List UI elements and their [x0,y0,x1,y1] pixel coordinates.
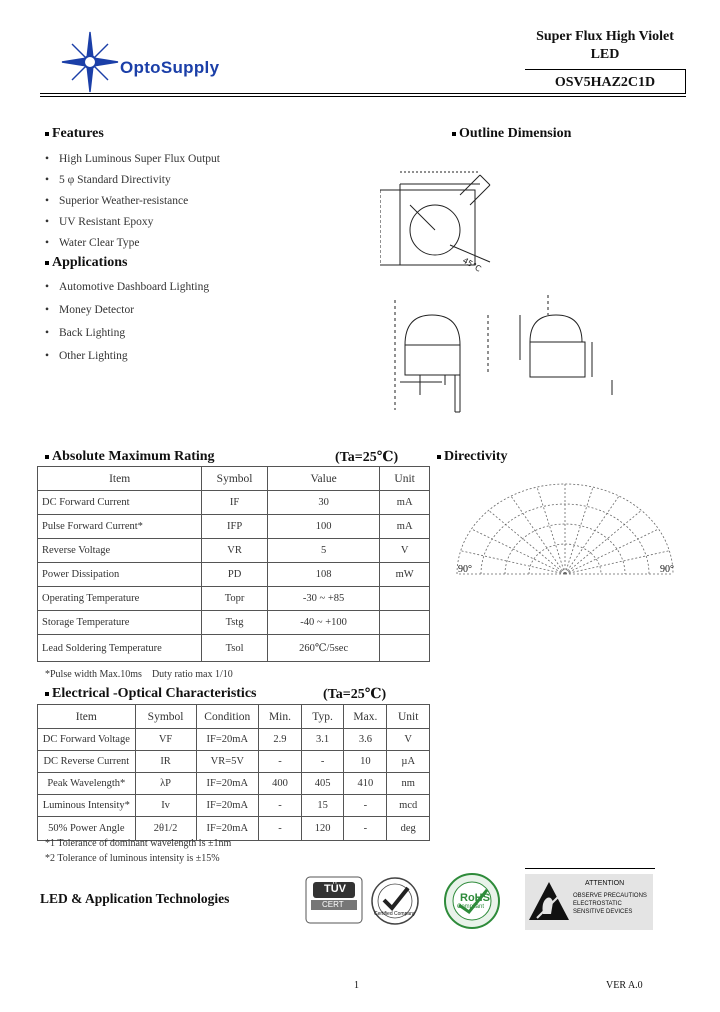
table-row [38,795,430,817]
electrical-table [37,704,430,841]
cell-value: -30 ~ +85 [267,587,379,611]
features-list [45,149,220,254]
tuv-label: TÜV [324,883,346,895]
polar-spoke [471,529,565,574]
cell-symbol: VR [202,539,268,563]
column-header: Unit [380,467,430,491]
cell-symbol: Topr [202,587,268,611]
abs-rating-note: *Pulse width Max.10ms Duty ratio max 1/10 [45,669,233,680]
header-rule-2 [40,96,686,97]
cell-item: Lead Soldering Temperature [38,635,202,662]
polar-ring [481,504,649,574]
cell-min: - [259,751,302,773]
applications-heading: Applications [45,255,127,271]
tuv-sub-label: CERT [322,900,344,909]
column-header: Value [267,467,379,491]
esd-attention-badge [525,874,653,930]
rohs-sub-label: Compliant [457,904,485,910]
list-item: • Other Lighting [45,345,209,368]
cell-unit [380,587,430,611]
table-row [38,751,430,773]
abs-rating-heading: Absolute Maximum Rating [45,449,215,465]
column-header: Unit [387,705,430,729]
electrical-note-2: *2 Tolerance of luminous intensity is ±15% [45,853,220,864]
polar-spoke [461,551,565,574]
list-item: • Superior Weather-resistance [45,191,220,212]
cell-condition: IF=20mA [196,795,259,817]
cell-item: DC Forward Voltage [38,729,136,751]
cell-typ: 120 [301,817,344,841]
directivity-label-left: 90° [458,564,472,575]
star-logo-icon [60,30,120,94]
quality-label: Certified Company [374,911,416,917]
esd-attention-title: ATTENTION [585,880,625,887]
cell-condition: IF=20mA [196,729,259,751]
rohs-badge [437,872,507,930]
cell-typ: - [301,751,344,773]
cell-typ: 405 [301,773,344,795]
tuv-cert-badge [305,876,363,924]
outline-drawing [380,150,650,430]
cell-min: 400 [259,773,302,795]
table-row [38,491,430,515]
column-header: Item [38,467,202,491]
title-underline [525,69,685,70]
cell-symbol: IFP [202,515,268,539]
esd-line-2: ELECTROSTATIC [573,901,622,907]
table-row [38,539,430,563]
footer-rule [525,868,655,869]
list-item: • High Luminous Super Flux Output [45,149,220,170]
cell-value: 100 [267,515,379,539]
cell-unit: µA [387,751,430,773]
esd-line-3: SENSITIVE DEVICES [573,909,633,915]
cell-item: Power Dissipation [38,563,202,587]
abs-rating-table [37,466,430,662]
cell-max: 10 [344,751,387,773]
electrical-condition: (Ta=25℃) [323,687,387,702]
cell-value: 260℃/5sec [267,635,379,662]
cell-max: - [344,795,387,817]
part-number: OSV5HAZ2C1D [554,75,656,90]
list-item: • Water Clear Type [45,233,220,254]
cell-unit: mA [380,491,430,515]
abs-rating-condition: (Ta=25℃) [335,450,399,465]
table-row [38,515,430,539]
cell-item: DC Forward Current [38,491,202,515]
directivity-heading: Directivity [437,449,508,465]
cell-condition: IF=20mA [196,773,259,795]
cell-unit: mA [380,515,430,539]
column-header: Condition [196,705,259,729]
list-item: • 5 φ Standard Directivity [45,170,220,191]
cell-condition: IF=20mA [196,817,259,841]
cell-typ: 15 [301,795,344,817]
cell-item: Reverse Voltage [38,539,202,563]
product-line-1: Super Flux High Violet [536,29,674,44]
cell-condition: VR=5V [196,751,259,773]
cell-symbol: 2θ1/2 [135,817,196,841]
table-row [38,729,430,751]
cell-symbol: Tstg [202,611,268,635]
cell-value: -40 ~ +100 [267,611,379,635]
cell-typ: 3.1 [301,729,344,751]
cell-symbol: λP [135,773,196,795]
electrical-note-1: *1 Tolerance of dominant wavelength is ±1nm [45,838,232,849]
cell-item: DC Reverse Current [38,751,136,773]
table-row [38,587,430,611]
table-header-row [38,467,430,491]
applications-list [45,276,209,368]
cell-max: 410 [344,773,387,795]
header-rule [40,93,686,94]
directivity-chart [450,482,680,582]
polar-spoke [565,529,659,574]
column-header: Symbol [135,705,196,729]
product-line-2: LED [590,47,620,62]
cell-unit [380,635,430,662]
quality-cert-badge [370,876,420,926]
column-header: Typ. [301,705,344,729]
cell-min: 2.9 [259,729,302,751]
cell-unit: V [380,539,430,563]
features-heading: Features [45,126,104,142]
company-name: OptoSupply [120,58,220,77]
page-number: 1 [354,980,359,991]
cell-item: 50% Power Angle [38,817,136,841]
rohs-label: RoHS [460,892,490,904]
electrical-heading: Electrical -Optical Characteristics [45,686,256,702]
cell-value: 30 [267,491,379,515]
cell-max: - [344,817,387,841]
column-header: Symbol [202,467,268,491]
list-item: • Automotive Dashboard Lighting [45,276,209,299]
list-item: • UV Resistant Epoxy [45,212,220,233]
list-item: • Money Detector [45,299,209,322]
cell-item: Luminous Intensity* [38,795,136,817]
svg-text:45°C: 45°C [461,255,483,274]
cell-symbol: Iv [135,795,196,817]
polar-spoke [565,551,669,574]
cell-min: - [259,795,302,817]
cell-unit: nm [387,773,430,795]
table-header-row [38,705,430,729]
footer-company-line: LED & Application Technologies [40,891,230,906]
table-row [38,563,430,587]
table-row [38,817,430,841]
cell-symbol: PD [202,563,268,587]
cell-item: Operating Temperature [38,587,202,611]
esd-line-1: OBSERVE PRECAUTIONS [573,893,647,899]
column-header: Item [38,705,136,729]
table-row [38,635,430,662]
table-row [38,773,430,795]
cell-symbol: IR [135,751,196,773]
cell-value: 5 [267,539,379,563]
directivity-label-right: 90° [660,564,674,575]
cell-item: Peak Wavelength* [38,773,136,795]
esd-warning-icon [527,880,571,924]
cell-value: 108 [267,563,379,587]
product-title [525,28,685,64]
polar-spoke [537,487,565,574]
cell-symbol: IF [202,491,268,515]
version-label: VER A.0 [606,980,643,991]
column-header: Max. [344,705,387,729]
cell-max: 3.6 [344,729,387,751]
outline-heading: Outline Dimension [452,126,571,142]
column-header: Min. [259,705,302,729]
list-item: • Back Lighting [45,322,209,345]
cell-unit [380,611,430,635]
company-logo [60,34,270,84]
checkmark-seal-icon [370,876,420,926]
cell-unit: V [387,729,430,751]
polar-spoke [565,487,593,574]
cell-unit: mW [380,563,430,587]
cell-symbol: Tsol [202,635,268,662]
cell-min: - [259,817,302,841]
polar-spoke [565,510,641,574]
polar-spoke [489,510,565,574]
cell-item: Storage Temperature [38,611,202,635]
table-row [38,611,430,635]
part-number-box-right [685,69,686,93]
cell-unit: mcd [387,795,430,817]
cell-item: Pulse Forward Current* [38,515,202,539]
cell-symbol: VF [135,729,196,751]
cell-unit: deg [387,817,430,841]
